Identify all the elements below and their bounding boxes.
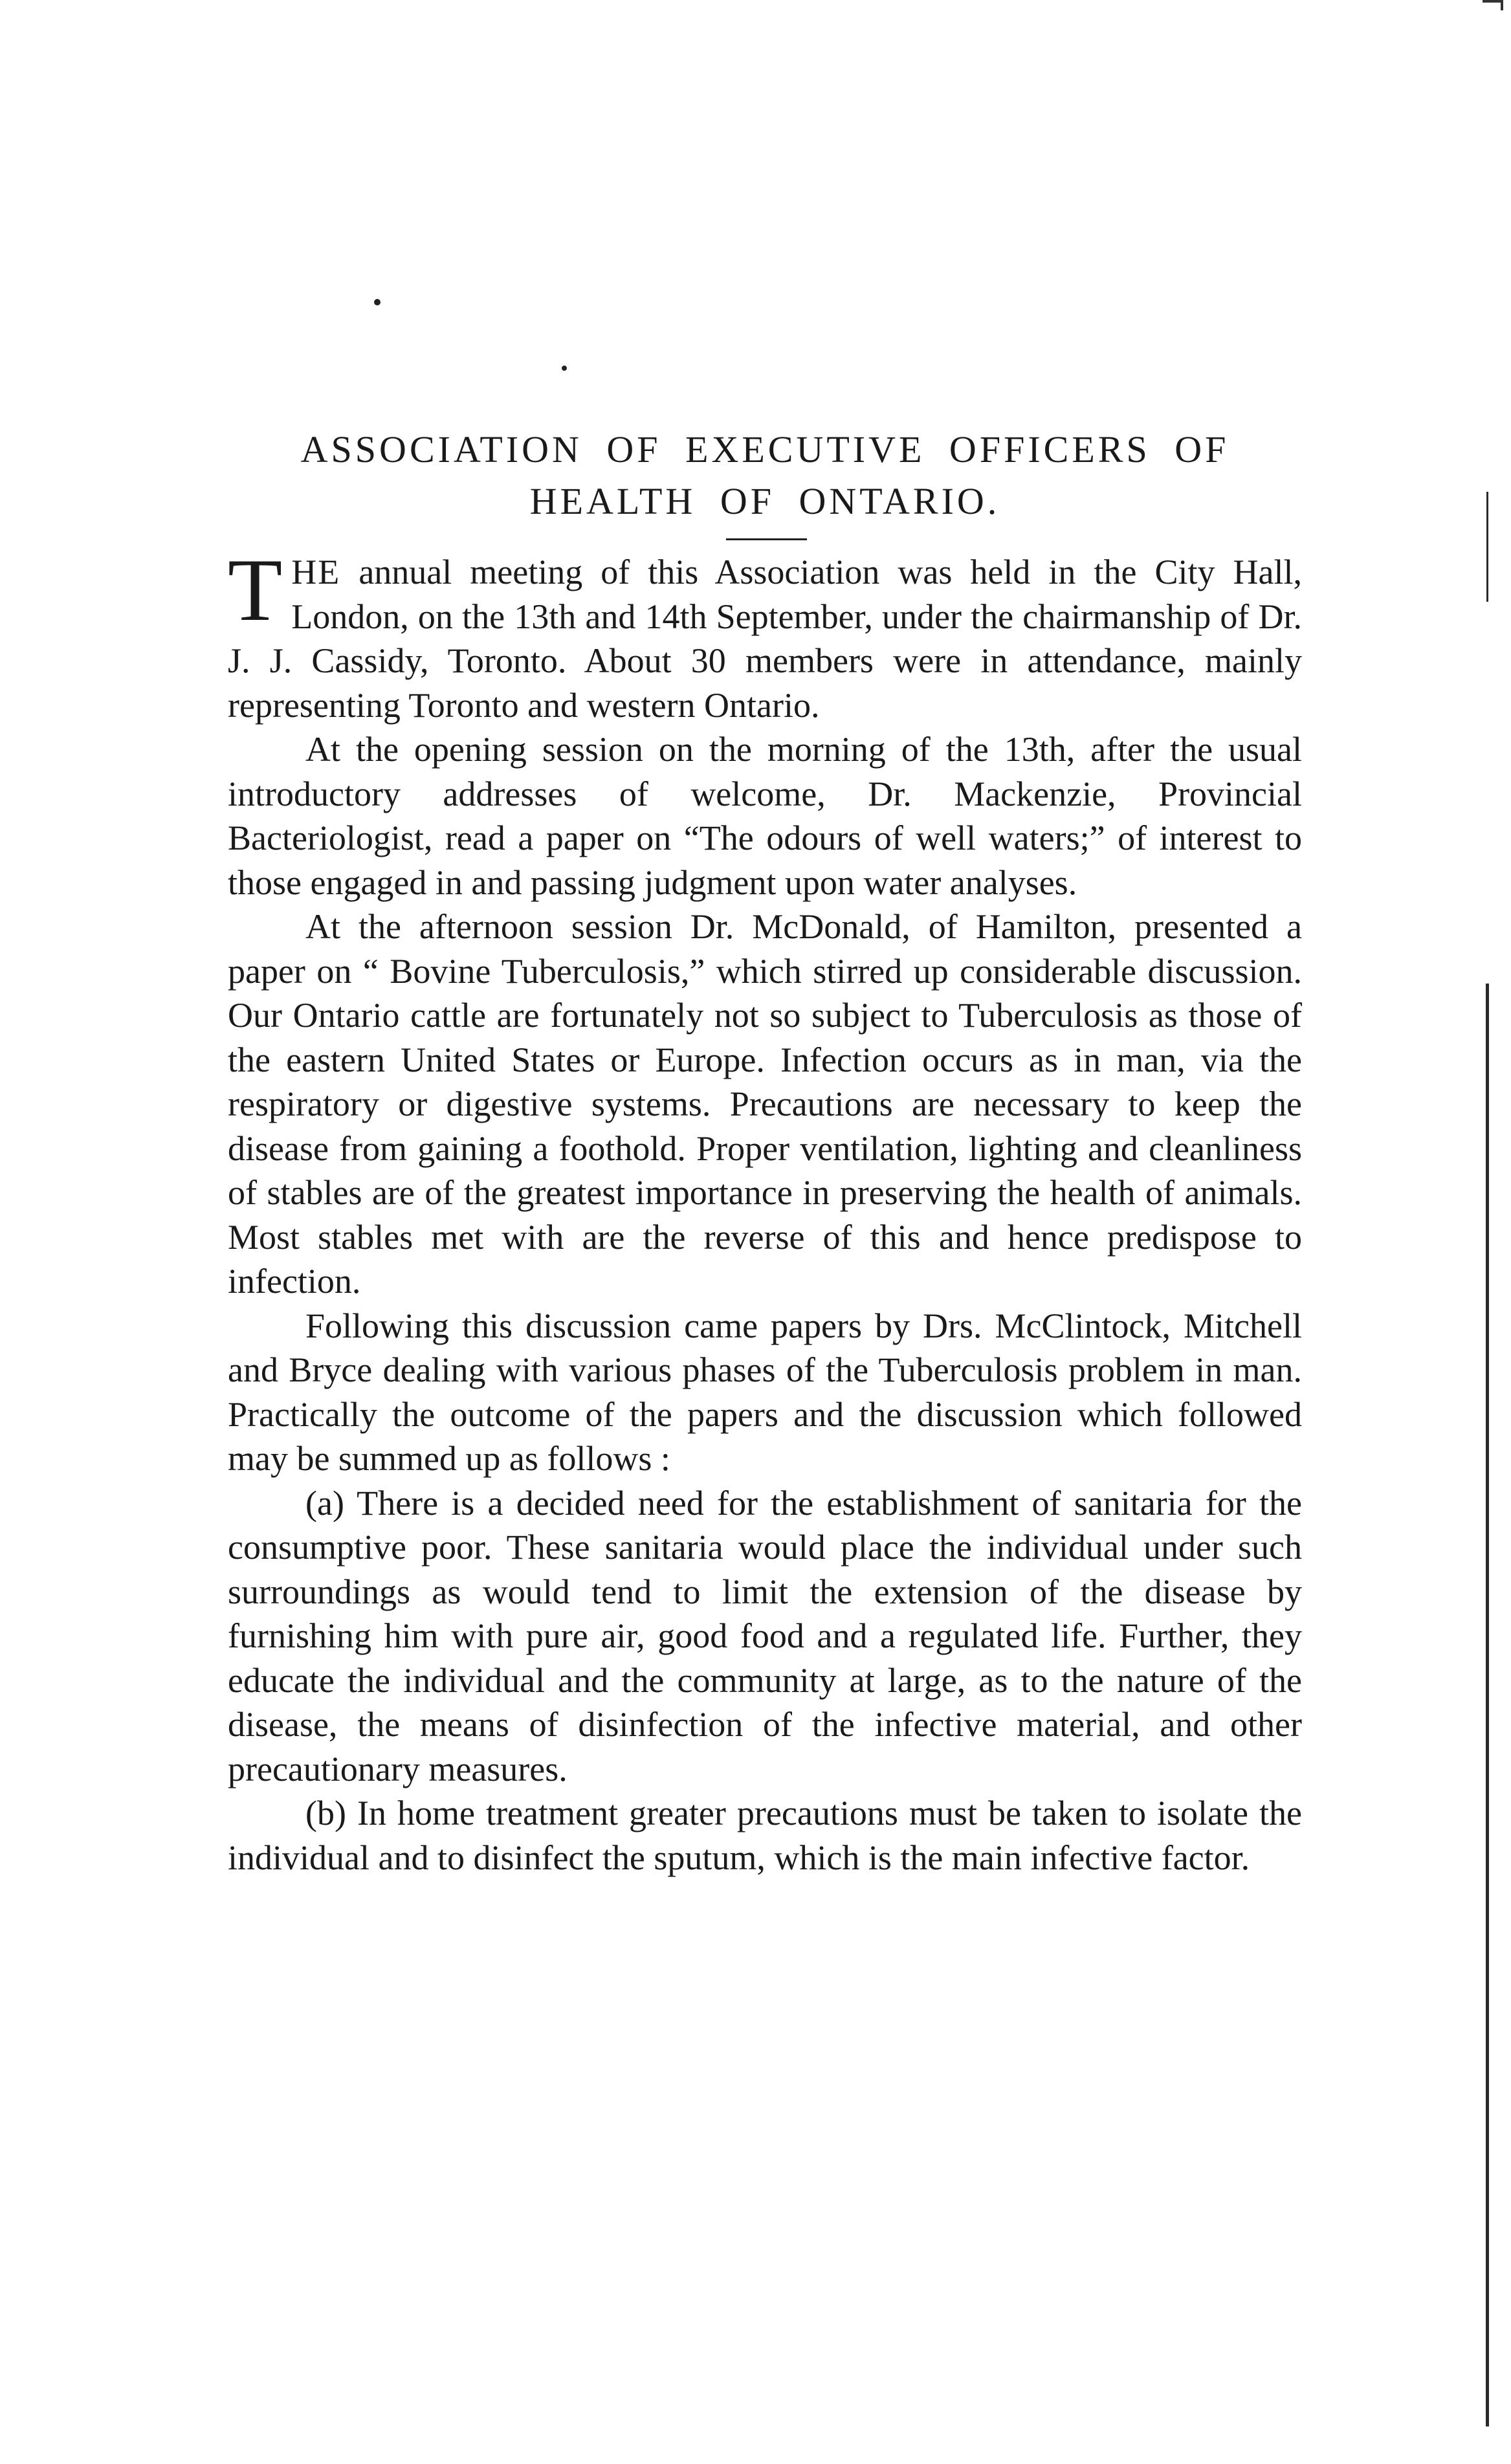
- paragraph-1: [228, 540, 1302, 727]
- title-line-1: ASSOCIATION OF EXECUTIVE OFFICERS OF: [300, 428, 1230, 470]
- drop-cap: T: [228, 540, 283, 639]
- title-line-2: HEALTH OF ONTARIO.: [529, 480, 1000, 522]
- right-margin-line-lower: [1486, 984, 1489, 2426]
- paragraph-6: (b) In home treatment greater precautions must be taken to isolate the individual and to disinfect the sputum, which is the main infective factor.: [228, 1794, 1302, 1877]
- drop-cap-rest: HE: [291, 553, 341, 591]
- right-margin-line-upper: [1486, 492, 1488, 602]
- paragraph-4: Following this discussion came papers by Drs. McClintock, Mitchell and Bryce dealing with various phases of the Tuberculosis problem in man. Practically the outcome of the papers and the discussion which followed may be summed up as follows :: [228, 1306, 1302, 1478]
- speck-2: [562, 366, 567, 371]
- paragraph-5: (a) There is a decided need for the establishment of sanitaria for the consumptive poor. These sanitaria would place the individual under such surroundings as would tend to limit the extension of the disease by furnishing him with pure air, good food and a regulated life. Further, they educate the individual and the community at large, as to the nature of the disease, the means of disinfection of the infective material, and other precautionary measures.: [228, 1483, 1302, 1788]
- title-rule: [726, 538, 807, 540]
- paragraph-1-text: annual meeting of this Association was held in the City Hall, London, on the 13th and 14th September, under the chairmanship of Dr. J. J. Cassidy, Toronto. About 30 members were in attendance, mainly representing Toronto and western Ontario.: [228, 553, 1302, 725]
- paragraph-2: At the opening session on the morning of the 13th, after the usual introductory addresses of welcome, Dr. Mackenzie, Provincial Bacteriologist, read a paper on “The odours of well waters;” of interest to those engaged in and passing judgment upon water analyses.: [228, 730, 1302, 902]
- article-title: [228, 424, 1302, 527]
- paragraph-3: At the afternoon session Dr. McDonald, of Hamilton, presented a paper on “ Bovine Tuberculosis,” which stirred up considerable discussion. Our Ontario cattle are fortunately not so subject to Tuberculosis as those of the eastern United States or Europe. Infection occurs as in man, via the respiratory or digestive systems. Precautions are necessary to keep the disease from gaining a foothold. Proper ventilation, lighting and cleanliness of stables are of the greatest importance in preserving the health of animals. Most stables met with are the reverse of this and hence predispose to infection.: [228, 907, 1302, 1301]
- corner-scan-mark: [1483, 0, 1503, 10]
- speck-1: [374, 299, 381, 305]
- article-body: [228, 540, 1302, 1880]
